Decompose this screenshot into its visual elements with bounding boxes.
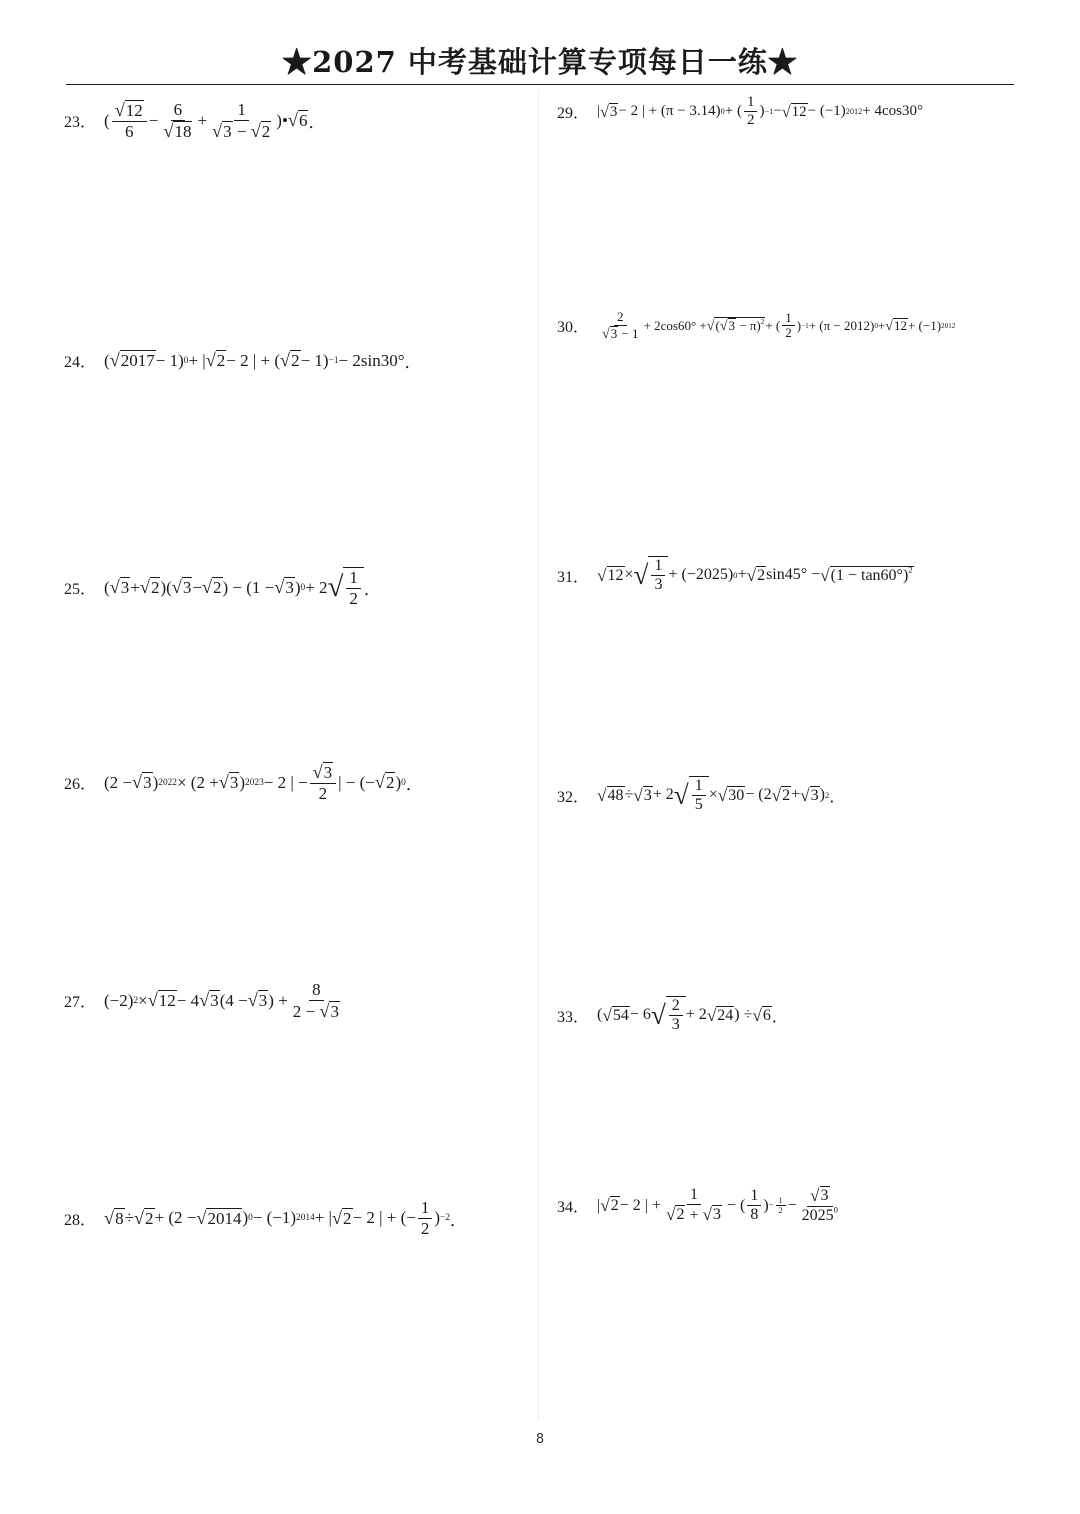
problem-expression: (2 − √ 3 ) 2022 × (2 + √ 3 ) 2023 − 2 | − √ 3 2 | − (− √ 2 ) 0 ． (104, 762, 423, 803)
problem-expression: √ 48 ÷ √ 3 + 2 √ $\frac{1}{5}$ × √ 30 − (2 √ 2 + √ 3 ) 2 ． (597, 777, 846, 814)
problem-number: 26． (64, 776, 97, 794)
problem-end: ． (771, 1008, 788, 1026)
problem-expression: √ 12 × √ $\frac{1}{3}$ + (−2025) 0 + √ 2 sin45° − √ $(1 - \tan 60^\circ)^2$ (597, 557, 913, 594)
page-title: ★2027 中考基础计算专项每日一练★ (282, 45, 798, 79)
problem-27 (64, 980, 345, 1021)
problem-expression: | √ 2 − 2 | + 1 √ 2 + √ 3 − ( $\frac{1}{8}$ ) − $\frac{1}{2}$ − √ 3 2025$^0$ (597, 1186, 838, 1225)
problem-number: 27． (64, 994, 97, 1012)
problem-number: 28． (64, 1211, 97, 1229)
page-number: 8 (535, 1432, 545, 1447)
problem-30 (557, 310, 955, 342)
problem-expression: ( √ 54 − 6 √ $\frac{2}{3}$ + 2 √ 24 ) ÷ √ 6 ． (597, 997, 788, 1034)
problem-number: 33． (557, 1008, 590, 1026)
problem-31 (557, 556, 914, 595)
problem-expression: ( √ 3 + √ 2 )( √ 3 − √ 2 ) − (1 − √ 3 ) 0 + 2 √ $\frac{1}{2}$ ． (104, 568, 381, 608)
problem-number: 25． (64, 581, 97, 599)
problem-number: 34． (557, 1199, 590, 1217)
problem-number: 24． (64, 354, 97, 371)
problem-32 (557, 776, 845, 815)
problem-25 (64, 567, 381, 608)
problem-expression: ( √ 2017 − 1) 0 + | √ 2 − 2 | + ( √ 2 − 1) −1 − 2sin30° ． (104, 348, 422, 373)
problem-expression: √ 8 ÷ √ 2 + (2 − √ 2014 ) 0 − (−1) 2014 + | √ 2 − 2 | + (− $\frac{1}{2}$ ) −2 ． (104, 1198, 467, 1238)
problem-expression: (−2) 2 × √ 12 − 4 √ 3 (4 − √ 3 ) + 8 2 − √ 3 (104, 980, 339, 1021)
problem-expression: | √ 3 − 2 | + (π − 3.14) 0 + ( $\frac{1}{2}$ ) −1 − √ 12 − (−1) 2012 + 4cos30° (597, 94, 923, 129)
problem-number: 30． (557, 319, 590, 337)
problem-end: ． (363, 580, 381, 600)
page-header (66, 40, 1014, 85)
problem-23 (64, 100, 325, 141)
problem-end: ． (450, 1210, 467, 1230)
problem-number: 31． (557, 568, 590, 586)
problem-expression: 2 √ 3 − 1 + 2cos60° + √ ( √ 3 − π)$^2$ + ( $\frac{1}{2}$ ) −1 + (π − 2012) 0 + √ 12 + (−1) 2012 (602, 309, 956, 342)
problem-end: ． (404, 353, 422, 372)
problem-26 (64, 762, 423, 803)
problem-end: ． (308, 113, 326, 133)
problem-end: ． (405, 775, 423, 795)
problem-34 (557, 1186, 843, 1226)
column-divider (538, 90, 539, 1420)
problem-expression: ( √ 12 6 − 6 √ 18 + 1 √ 3 − √ 2 )• √ 6 ． (104, 100, 326, 141)
problem-number: 32． (557, 788, 590, 806)
problem-28 (64, 1198, 467, 1238)
problem-24 (64, 348, 422, 373)
problem-end: ． (829, 788, 846, 806)
problem-number: 29． (557, 105, 590, 123)
problem-33 (557, 996, 788, 1035)
problem-number: 23． (64, 114, 97, 132)
problem-29 (557, 94, 923, 130)
